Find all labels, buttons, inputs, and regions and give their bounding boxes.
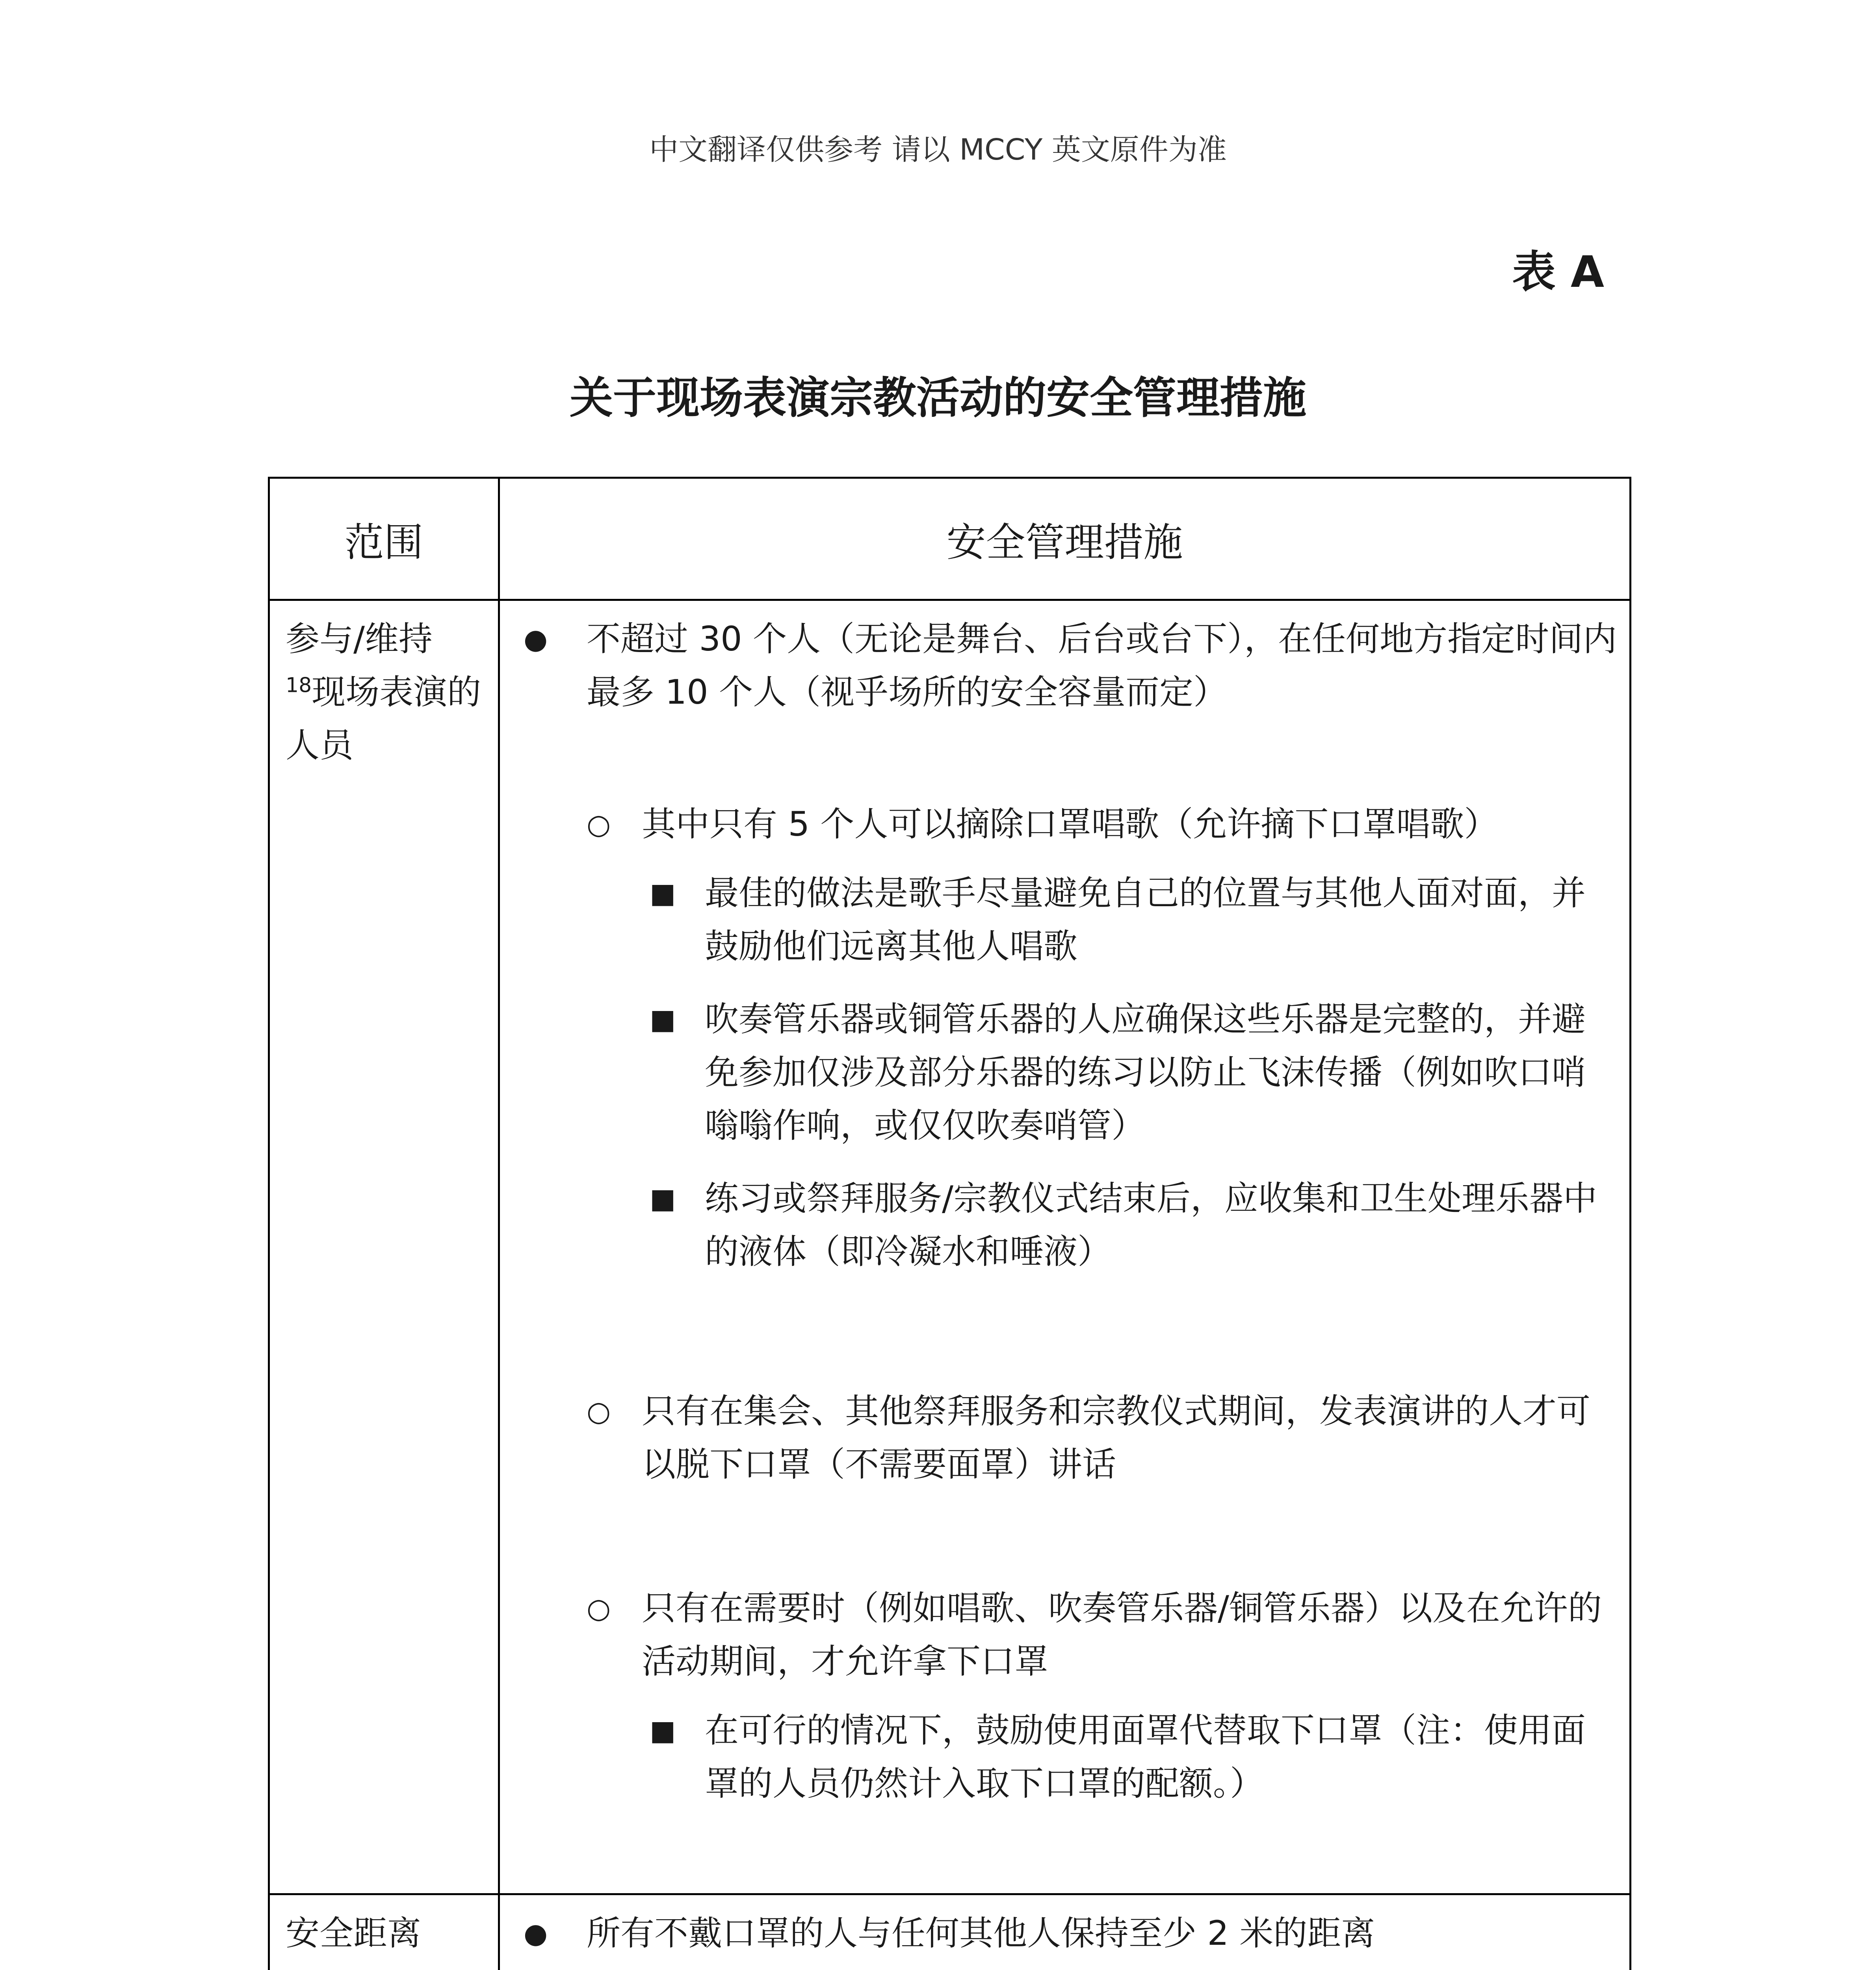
table-row-safe-distancing [269, 1894, 1631, 1970]
scope-cell-performers [269, 600, 499, 1894]
safe-management-table [268, 477, 1631, 1970]
square-bullet-icon: ■ [650, 877, 676, 909]
translation-disclaimer: 中文翻译仅供参考 请以 MCCY 英文原件为准 [649, 133, 1227, 167]
square-bullet-icon: ■ [650, 1182, 676, 1215]
list-item [516, 1704, 1618, 1810]
circle-bullet-icon: ○ [587, 1592, 611, 1624]
column-header-measures: 安全管理措施 [499, 478, 1631, 600]
measures-cell-performers [499, 600, 1631, 1894]
square-bullet-icon: ■ [650, 1003, 676, 1035]
list-item-text: 不超过 30 个人（无论是舞台、后台或台下），在任何地方指定时间内最多 10 个人（视乎场所的安全容量而定） [587, 619, 1617, 712]
list-item-text: 所有不戴口罩的人与任何其他人保持至少 2 米的距离 [587, 1914, 1375, 1953]
list-item-text: 最佳的做法是歌手尽量避免自己的位置与其他人面对面，并鼓励他们远离其他人唱歌 [705, 873, 1586, 966]
list-item [516, 1582, 1618, 1688]
list-item-text: 吹奏管乐器或铜管乐器的人应确保这些乐器是完整的，并避免参加仅涉及部分乐器的练习以防止飞沫传播（例如吹口哨嗡嗡作响，或仅仅吹奏哨管） [705, 1000, 1586, 1145]
circle-bullet-icon: ○ [587, 808, 611, 840]
bullet-icon: ● [524, 623, 548, 655]
list-item [516, 798, 1618, 851]
scope-label: 参与/维持 [286, 619, 433, 659]
list-item-text: 其中只有 5 个人可以摘除口罩唱歌（允许摘下口罩唱歌） [642, 805, 1498, 844]
table-row-performers [269, 600, 1631, 1894]
list-item-text: 只有在集会、其他祭拜服务和宗教仪式期间，发表演讲的人才可以脱下口罩（不需要面罩）讲话 [642, 1392, 1590, 1484]
footnote-ref: 18 [286, 673, 312, 697]
list-item [516, 1385, 1618, 1491]
table-label: 表 A [1512, 247, 1604, 297]
list-item-text: 只有在需要时（例如唱歌、吹奏管乐器/铜管乐器）以及在允许的活动期间，才允许拿下口罩 [642, 1589, 1602, 1681]
measures-cell-distancing [499, 1894, 1631, 1970]
list-item-text: 练习或祭拜服务/宗教仪式结束后，应收集和卫生处理乐器中的液体（即冷凝水和唾液） [705, 1179, 1597, 1271]
list-item-text: 在可行的情况下，鼓励使用面罩代替取下口罩（注：使用面罩的人员仍然计入取下口罩的配额。） [705, 1711, 1586, 1803]
column-header-scope: 范围 [269, 478, 499, 600]
list-item [516, 993, 1618, 1152]
page-title: 关于现场表演宗教活动的安全管理措施 [570, 373, 1306, 423]
list-item [516, 1907, 1618, 1960]
scope-label-cont: 现场表演的人员 [286, 673, 481, 765]
scope-cell-distancing: 安全距离 [269, 1894, 499, 1970]
bullet-icon: ● [524, 1917, 548, 1950]
table-header-row [269, 478, 1631, 600]
square-bullet-icon: ■ [650, 1714, 676, 1747]
list-item [516, 613, 1618, 719]
list-item [516, 1172, 1618, 1279]
circle-bullet-icon: ○ [587, 1395, 611, 1427]
list-item [516, 867, 1618, 973]
